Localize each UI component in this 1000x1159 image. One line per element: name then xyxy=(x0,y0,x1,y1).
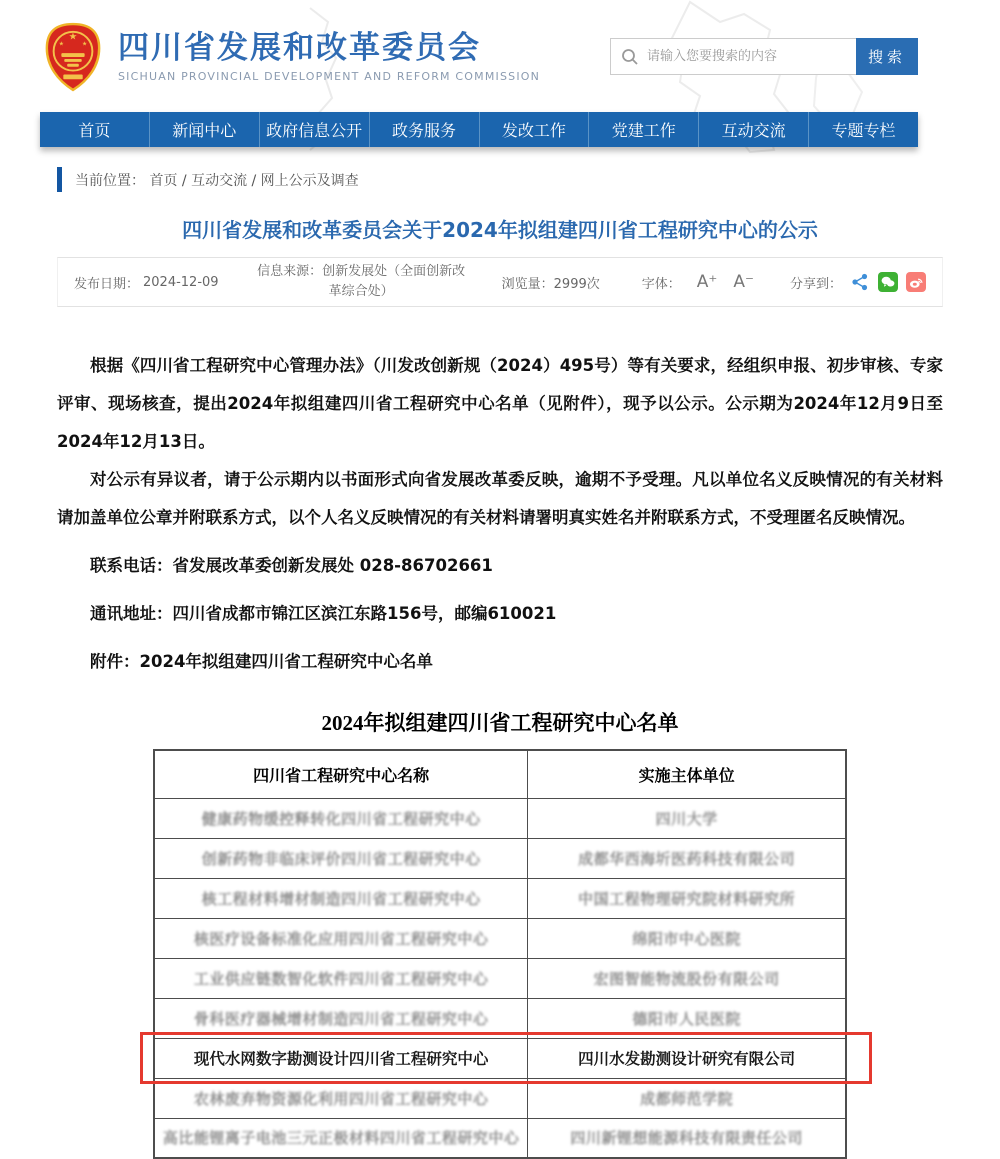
table-row: 核工程材料增材制造四川省工程研究中心 中国工程物理研究院材料研究所 xyxy=(154,878,846,918)
table-row: 现代水网数字勘测设计四川省工程研究中心 四川水发勘测设计研究有限公司 xyxy=(154,1038,846,1078)
paragraph-2: 对公示有异议者，请于公示期内以书面形式向省发展改革委反映，逾期不予受理。凡以单位名义反映情况的有关材料请加盖单位公章并附联系方式，以个人名义反映情况的有关材料请署明真实姓名并附联系方式，不受理匿名反映情况。 xyxy=(57,470,943,527)
nav-item[interactable]: 党建工作 xyxy=(589,112,699,147)
table-row: 高比能锂离子电池三元正极材料四川省工程研究中心 四川新锂想能源科技有限责任公司 xyxy=(154,1118,846,1158)
breadcrumb-accent-bar xyxy=(57,167,62,192)
col-header-implementing-unit: 实施主体单位 xyxy=(528,750,846,798)
main-nav xyxy=(40,112,918,147)
table-row: 骨科医疗器械增材制造四川省工程研究中心 德阳市人民医院 xyxy=(154,998,846,1038)
attachment-table-title: 2024年拟组建四川省工程研究中心名单 xyxy=(321,711,679,735)
brand xyxy=(42,22,540,92)
nav-item[interactable]: 专题专栏 xyxy=(831,121,896,140)
site-header xyxy=(0,0,1000,112)
table-row: 农林废弃物资源化利用四川省工程研究中心 成都师范学院 xyxy=(154,1078,846,1118)
font-decrease-button[interactable]: A⁻ xyxy=(733,272,754,292)
brand-text xyxy=(118,31,540,84)
nav-item[interactable]: 发改工作 xyxy=(480,112,590,147)
table-row: 创新药物非临床评价四川省工程研究中心 成都华西海圻医药科技有限公司 xyxy=(154,838,846,878)
table-header-row xyxy=(154,750,846,798)
svg-text:★: ★ xyxy=(58,41,64,48)
views-count: 2999次 xyxy=(553,276,600,292)
publish-date: 2024-12-09 xyxy=(143,274,219,290)
breadcrumb xyxy=(57,167,1000,192)
svg-text:★: ★ xyxy=(68,31,78,43)
paragraph-1: 根据《四川省工程研究中心管理办法》（川发改创新规（2024）495号）等有关要求，经组织申报、初步审核、专家评审、现场核查，提出2024年拟组建四川省工程研究中心名单（见附件），现予以公示。公示期为2024年12月9日至2024年12月13日。 xyxy=(57,356,943,451)
share-icon[interactable] xyxy=(850,272,870,292)
mailing-address-line: 通讯地址：四川省成都市锦江区滨江东路156号，邮编610021 xyxy=(90,604,557,623)
nav-item[interactable]: 首页 xyxy=(40,112,150,147)
table-row: 健康药物缓控释转化四川省工程研究中心 四川大学 xyxy=(154,798,846,838)
table-row: 工业供应链数智化软件四川省工程研究中心 宏图智能物流股份有限公司 xyxy=(154,958,846,998)
attachment-line[interactable]: 附件：2024年拟组建四川省工程研究中心名单 xyxy=(90,652,433,671)
nav-item[interactable]: 政府信息公开 xyxy=(260,112,370,147)
site-subtitle: SICHUAN PROVINCIAL DEVELOPMENT AND REFORM COMMISSION xyxy=(118,70,541,84)
info-source: 信息来源：创新发展处（全面创新改革综合处） xyxy=(257,264,466,299)
national-emblem-logo xyxy=(42,22,104,92)
search-icon xyxy=(621,48,639,66)
nav-item[interactable]: 新闻中心 xyxy=(150,112,260,147)
share-label: 分享到： xyxy=(789,276,842,292)
font-increase-button[interactable]: A⁺ xyxy=(696,272,718,292)
centers-table xyxy=(153,749,847,1159)
article-body xyxy=(57,347,943,681)
views-label: 浏览量： xyxy=(501,276,554,292)
search-box xyxy=(610,38,856,75)
nav-item[interactable]: 政务服务 xyxy=(370,112,480,147)
font-size-label: 字体： xyxy=(641,276,681,292)
site-title: 四川省发展和改革委员会 xyxy=(118,29,481,66)
publish-date-label: 发布日期： xyxy=(74,276,140,292)
search-bar xyxy=(610,38,918,75)
weibo-icon[interactable] xyxy=(906,272,926,292)
table-wrap xyxy=(153,749,847,1159)
svg-text:★: ★ xyxy=(82,41,88,48)
col-header-center-name: 四川省工程研究中心名称 xyxy=(154,750,528,798)
article-meta xyxy=(57,257,943,307)
nav-item[interactable]: 互动交流 xyxy=(699,112,809,147)
table-row: 核医疗设备标准化应用四川省工程研究中心 绵阳市中心医院 xyxy=(154,918,846,958)
search-button[interactable]: 搜索 xyxy=(856,38,918,75)
centers-table-body xyxy=(154,798,846,1158)
contact-phone-line: 联系电话：省发展改革委创新发展处 028-86702661 xyxy=(90,556,493,575)
page-title: 四川省发展和改革委员会关于2024年拟组建四川省工程研究中心的公示 xyxy=(182,218,818,242)
search-input[interactable] xyxy=(647,39,852,74)
breadcrumb-text[interactable]: 当前位置： 首页 / 互动交流 / 网上公示及调查 xyxy=(75,172,359,189)
wechat-icon[interactable] xyxy=(878,272,898,292)
